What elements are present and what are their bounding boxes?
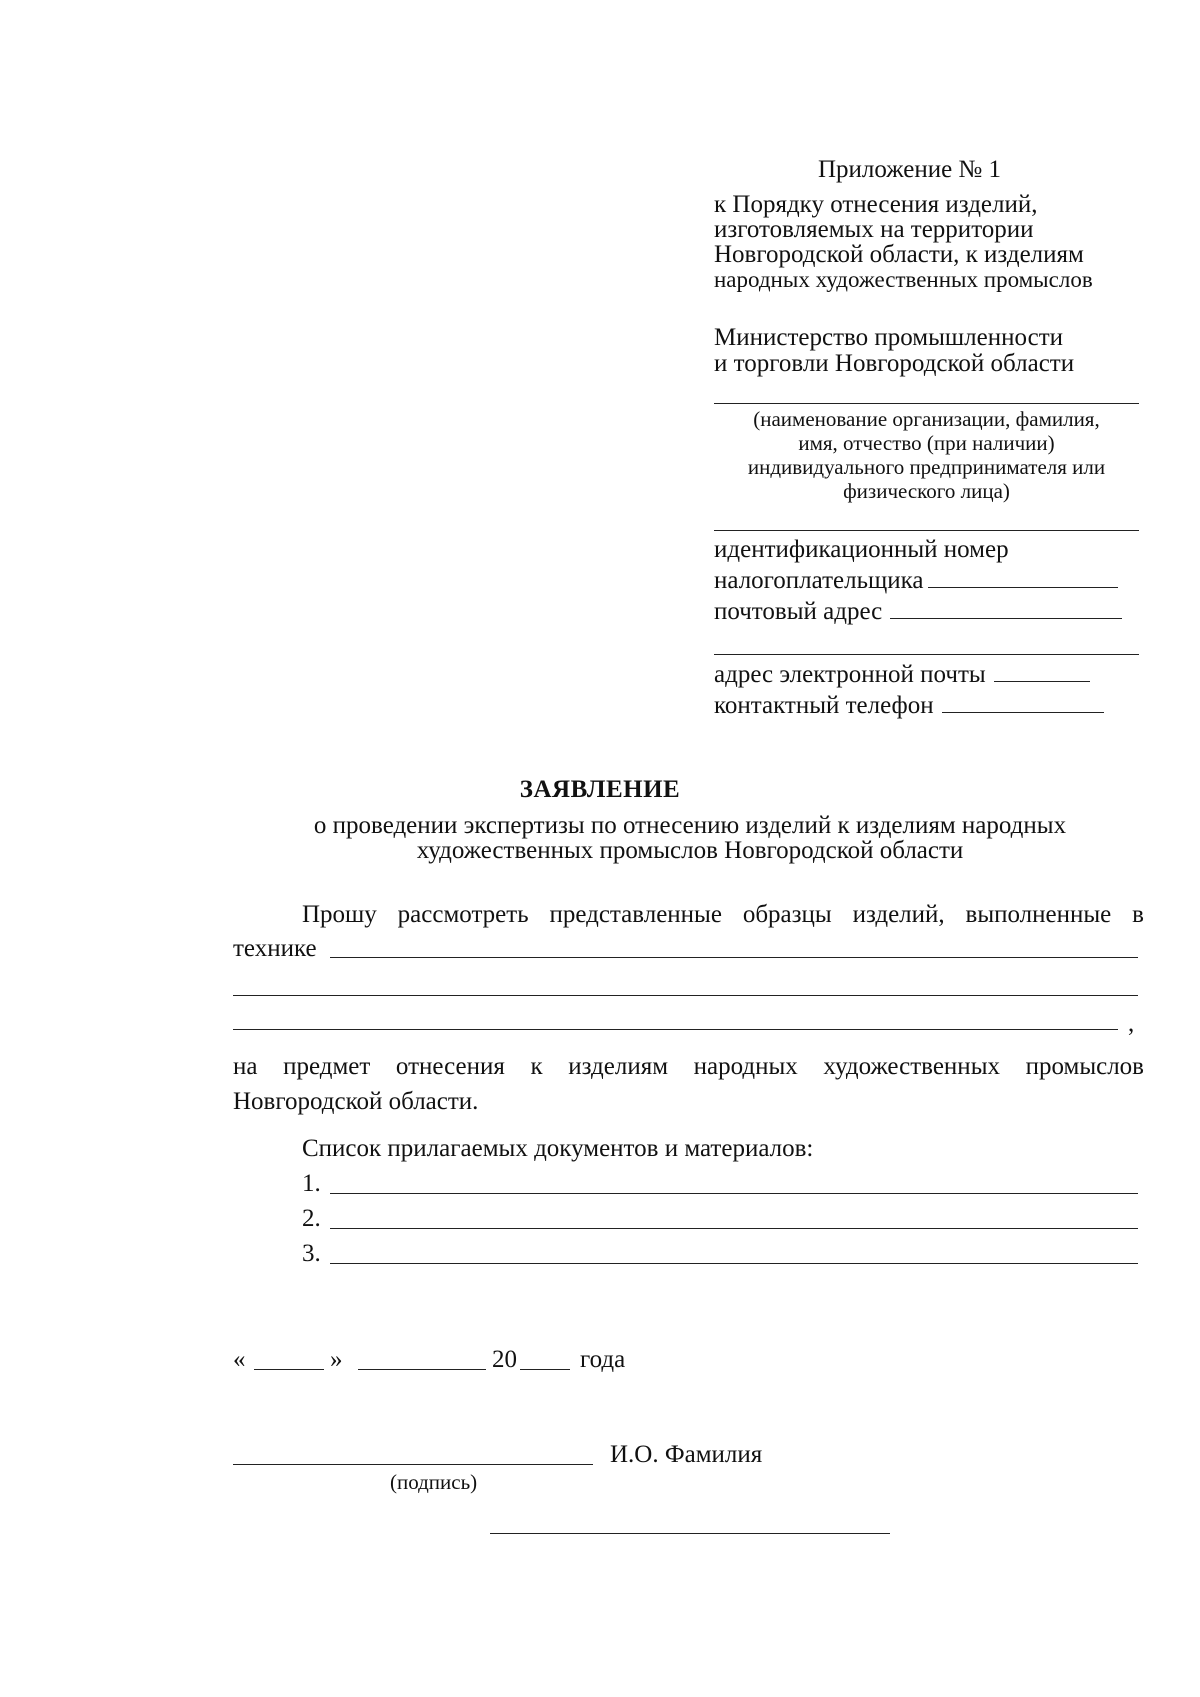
inn-label-line-1: идентификационный номер xyxy=(714,536,1009,563)
p2-word: предмет xyxy=(283,1053,371,1080)
appendix-line-3: Новгородской области, к изделиям xyxy=(714,241,1084,268)
date-quote-open: « xyxy=(233,1346,246,1373)
appendix-title: Приложение № 1 xyxy=(818,156,1002,183)
applicant-hint-line-1: (наименование организации, фамилия, xyxy=(753,407,1100,431)
inn-field[interactable] xyxy=(928,567,1118,588)
document-field-3[interactable] xyxy=(330,1263,1138,1264)
email-field[interactable] xyxy=(994,661,1090,682)
p2-word: к xyxy=(530,1053,543,1080)
paragraph-2-line-1 xyxy=(233,1053,1144,1080)
p1-word: изделий, xyxy=(852,901,945,928)
paragraph-1-line-1 xyxy=(302,901,1144,928)
technique-field[interactable] xyxy=(330,957,1138,958)
documents-list-title: Список прилагаемых документов и материалов: xyxy=(302,1135,814,1162)
date-quote-close: » xyxy=(330,1346,343,1373)
bottom-separator-line xyxy=(490,1533,890,1534)
date-year-suffix: года xyxy=(580,1346,626,1373)
phone-field-row xyxy=(714,692,1104,719)
postal-field-extra-line[interactable] xyxy=(714,654,1139,655)
signer-name: И.О. Фамилия xyxy=(610,1441,763,1468)
p2-word: изделиям xyxy=(568,1053,669,1080)
applicant-hint-line-2: имя, отчество (при наличии) xyxy=(798,431,1055,455)
p1-word: представленные xyxy=(549,901,722,928)
p2-word: промыслов xyxy=(1025,1053,1144,1080)
addressee-line-2: и торговли Новгородской области xyxy=(714,350,1075,377)
p2-word: на xyxy=(233,1053,258,1080)
document-number-3: 3. xyxy=(302,1240,321,1267)
technique-label: технике xyxy=(233,935,317,962)
inn-label-line-2: налогоплательщика xyxy=(714,567,924,594)
date-year-field[interactable] xyxy=(520,1369,570,1370)
p1-word: Прошу xyxy=(302,901,377,928)
appendix-line-4: народных художественных промыслов xyxy=(714,267,1093,292)
p1-word: выполненные xyxy=(965,901,1112,928)
postal-label: почтовый адрес xyxy=(714,598,883,625)
signature-hint: (подпись) xyxy=(390,1470,478,1494)
technique-comma: , xyxy=(1128,1010,1135,1037)
technique-field-line-3[interactable] xyxy=(233,1029,1118,1030)
applicant-name-line[interactable] xyxy=(714,403,1139,404)
phone-label: контактный телефон xyxy=(714,692,934,719)
signature-field[interactable] xyxy=(233,1464,593,1465)
date-day-field[interactable] xyxy=(254,1369,324,1370)
technique-field-line-2[interactable] xyxy=(233,995,1138,996)
p2-word: отнесения xyxy=(395,1053,505,1080)
date-year-prefix: 20 xyxy=(492,1346,517,1373)
document-number-1: 1. xyxy=(302,1170,321,1197)
statement-title: ЗАЯВЛЕНИЕ xyxy=(519,776,681,803)
applicant-hint-line-4: физического лица) xyxy=(843,479,1010,503)
addressee-line-1: Министерство промышленности xyxy=(714,324,1064,351)
applicant-extra-line[interactable] xyxy=(714,530,1139,531)
document-number-2: 2. xyxy=(302,1205,321,1232)
applicant-hint-line-3: индивидуального предпринимателя или xyxy=(747,455,1106,479)
p1-word: образцы xyxy=(742,901,832,928)
statement-subtitle-line-1: о проведении экспертизы по отнесению изделий к изделиям народных xyxy=(313,812,1067,839)
appendix-line-1: к Порядку отнесения изделий, xyxy=(714,191,1038,218)
p1-word: в xyxy=(1132,901,1144,928)
postal-field-row xyxy=(714,598,1122,625)
email-label: адрес электронной почты xyxy=(714,661,986,688)
phone-field[interactable] xyxy=(942,692,1104,713)
postal-field[interactable] xyxy=(890,598,1122,619)
email-field-row xyxy=(714,661,1090,688)
paragraph-2-line-2: Новгородской области. xyxy=(233,1088,479,1115)
p1-word: рассмотреть xyxy=(397,901,529,928)
document-field-1[interactable] xyxy=(330,1193,1138,1194)
inn-field-row xyxy=(714,567,1118,594)
p2-word: народных xyxy=(693,1053,798,1080)
date-month-field[interactable] xyxy=(358,1369,486,1370)
p2-word: художественных xyxy=(823,1053,1000,1080)
document-field-2[interactable] xyxy=(330,1228,1138,1229)
appendix-line-2: изготовляемых на территории xyxy=(714,216,1034,243)
statement-subtitle-line-2: художественных промыслов Новгородской области xyxy=(416,837,964,864)
